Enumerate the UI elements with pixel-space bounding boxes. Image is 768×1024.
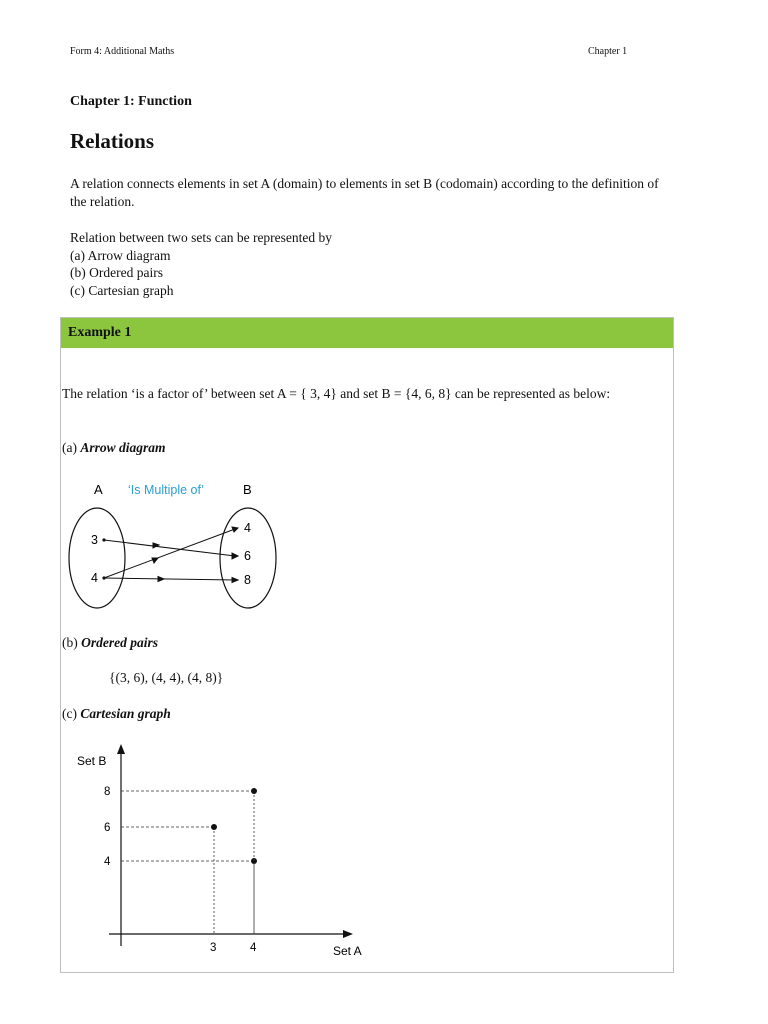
arrow-diagram: [61, 473, 301, 613]
part-b-prefix: (b): [62, 635, 82, 650]
set-a-dot: [102, 538, 105, 541]
y-tick-label: 4: [104, 856, 111, 868]
page-header-right: Chapter 1: [588, 46, 628, 57]
example-title: Example 1: [68, 325, 132, 340]
example-intro: The relation ‘is a factor of’ between set A = { 3, 4} and set B = {4, 6, 8} can be represented as below:: [62, 386, 611, 401]
arrowhead: [158, 577, 164, 582]
part-a-label: [62, 439, 166, 457]
part-c-title: Cartesian graph: [80, 706, 171, 721]
relation-label: ‘Is Multiple of’: [128, 483, 204, 497]
data-point: [251, 788, 257, 794]
x-tick-label: 4: [250, 942, 257, 954]
example-box: [60, 317, 674, 973]
y-tick-label: 8: [104, 786, 111, 798]
ordered-pairs: {(3, 6), (4, 4), (4, 8)}: [109, 670, 224, 685]
intro-paragraph: A relation connects elements in set A (domain) to elements in set B (codomain) according to the definition of the relation.: [70, 176, 659, 209]
representation-lead: Relation between two sets can be represented by: [70, 230, 333, 245]
arrowhead: [232, 553, 238, 559]
set-a-oval: [69, 508, 125, 608]
arrowhead: [232, 578, 238, 583]
set-a-dot: [102, 576, 105, 579]
representation-item: (c) Cartesian graph: [70, 282, 174, 298]
set-b-element: 4: [244, 521, 251, 535]
part-a-title: Arrow diagram: [80, 440, 166, 455]
x-tick-label: 3: [210, 942, 217, 954]
set-a-element: 3: [91, 533, 98, 547]
part-c-label: [62, 705, 171, 723]
x-axis-arrowhead: [343, 930, 353, 938]
representation-item: (a) Arrow diagram: [70, 247, 171, 263]
set-b-element: 6: [244, 549, 251, 563]
set-a-label: A: [94, 482, 103, 497]
representation-block: [70, 229, 660, 299]
representation-item: (b) Ordered pairs: [70, 265, 163, 280]
chapter-title: Chapter 1: Function: [70, 94, 192, 109]
x-axis-label: Set A: [333, 944, 362, 958]
arrowhead: [152, 558, 158, 563]
part-b-label: [62, 634, 158, 652]
arrow-4-to-8: [104, 578, 235, 580]
y-axis-label: Set B: [77, 754, 107, 768]
part-a-prefix: (a): [62, 440, 81, 455]
y-tick-label: 6: [104, 822, 111, 834]
set-b-label: B: [243, 482, 252, 497]
example-title-bar: [61, 318, 673, 348]
y-axis-arrowhead: [117, 744, 125, 754]
page-header-left: Form 4: Additional Maths: [70, 46, 175, 57]
arrowhead: [232, 527, 238, 532]
set-a-element: 4: [91, 571, 98, 585]
part-b-title: Ordered pairs: [81, 635, 158, 650]
data-point: [211, 824, 217, 830]
cartesian-graph: [61, 738, 381, 968]
set-b-element: 8: [244, 573, 251, 587]
section-title: Relations: [70, 129, 154, 153]
part-c-prefix: (c): [62, 706, 81, 721]
arrowhead: [153, 543, 159, 548]
